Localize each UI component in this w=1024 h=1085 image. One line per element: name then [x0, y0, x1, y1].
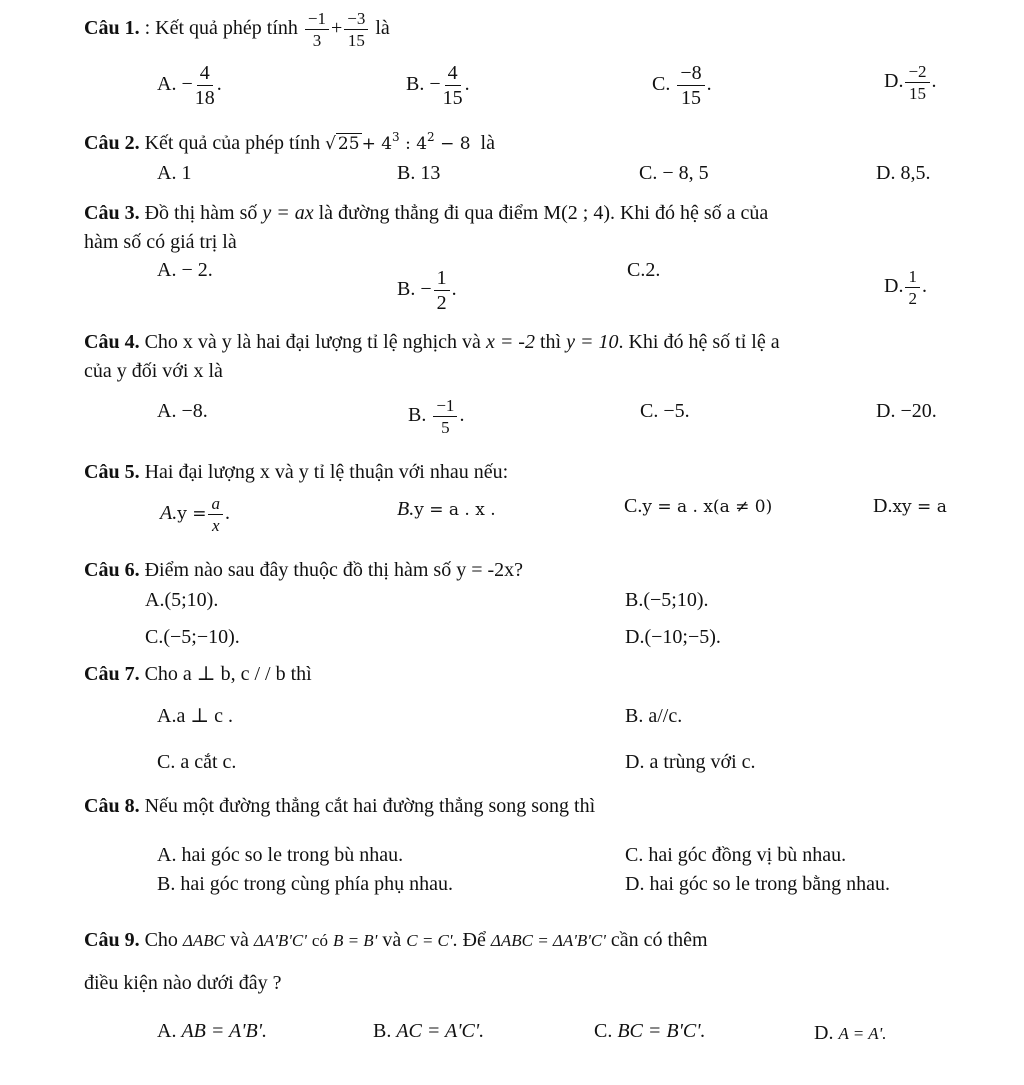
- q9-option-d: D. A = A'.: [814, 1022, 887, 1044]
- q4-option-c: C. −5.: [640, 400, 690, 422]
- q1-option-c: C. $\frac{-8}{15}$ .: [652, 62, 712, 109]
- q7-option-a: A.a ⊥ c .: [157, 705, 234, 727]
- q3-text-a: Đồ thị hàm số: [144, 202, 258, 224]
- q2-option-c: C. − 8, 5: [639, 162, 709, 184]
- q9-option-b: B. AC = A'C'.: [373, 1020, 485, 1042]
- q3-option-b: B. − $\frac{1}{2}$ .: [397, 267, 457, 314]
- q3-func: y = ax: [262, 202, 314, 224]
- q1-option-d: D. $\frac{-2}{15}$ .: [884, 62, 937, 103]
- q8-label: Câu 8.: [84, 795, 140, 817]
- q3-label: Câu 3.: [84, 202, 140, 224]
- q4-option-a: A. −8.: [157, 400, 208, 422]
- q7-option-b: B. a//c.: [625, 705, 683, 727]
- q9-tri1: ΔABC: [182, 931, 226, 950]
- q6-text: Điểm nào sau đây thuộc đồ thị hàm số y = -2x?: [144, 559, 524, 581]
- q9-have: có: [311, 931, 328, 950]
- question-2: [84, 131, 495, 153]
- question-4: [84, 332, 780, 352]
- q7-label: Câu 7.: [84, 663, 140, 685]
- q2-option-a: A. 1: [157, 162, 192, 184]
- q6-label: Câu 6.: [84, 559, 140, 581]
- question-9: [84, 930, 708, 950]
- q4-text-c: . Khi đó hệ số tỉ lệ a: [618, 331, 780, 353]
- q8-option-c: C. hai góc đồng vị bù nhau.: [625, 844, 847, 866]
- q7-option-c: C. a cắt c.: [157, 751, 237, 773]
- q3-option-a: A. − 2.: [157, 259, 213, 281]
- q2-tail: là: [480, 132, 495, 154]
- q9-eq3: ΔABC = ΔA'B'C': [490, 931, 606, 950]
- q2-label: Câu 2.: [84, 132, 140, 154]
- q8-option-a: A. hai góc so le trong bù nhau.: [157, 844, 404, 866]
- q5-option-a: A.y = $\frac{a}{x}$ .: [160, 494, 230, 535]
- q6-option-a: A.(5;10).: [145, 589, 219, 611]
- q6-option-c: C.(−5;−10).: [145, 626, 240, 648]
- q2-text: Kết quả của phép tính: [144, 132, 321, 154]
- q2-option-d: D. 8,5.: [876, 162, 931, 184]
- q2-option-b: B. 13: [397, 162, 441, 184]
- q9-and2: và: [382, 929, 402, 951]
- q5-label: Câu 5.: [84, 461, 140, 483]
- q9-text-b: . Để: [452, 929, 486, 951]
- q9-option-c: C. BC = B'C'.: [594, 1020, 706, 1042]
- q5-option-d: D.xy = a: [873, 495, 947, 517]
- question-8: [84, 796, 595, 816]
- q9-eq1: B = B': [332, 931, 378, 950]
- question-6: [84, 560, 523, 580]
- q1-label: Câu 1.: [84, 17, 140, 40]
- q7-text: Cho a ⊥ b, c / / b thì: [144, 663, 312, 685]
- q6-option-d: D.(−10;−5).: [625, 626, 721, 648]
- q3-line2: hàm số có giá trị là: [84, 231, 237, 253]
- q4-label: Câu 4.: [84, 331, 140, 353]
- q1-text: : Kết quả phép tính: [139, 17, 298, 40]
- q9-text-c: cần có thêm: [610, 929, 708, 951]
- question-5: [84, 462, 508, 482]
- q1-option-b: B. − $\frac{4}{15}$ .: [406, 62, 470, 109]
- q9-eq2: C = C': [406, 931, 453, 950]
- question-7: [84, 664, 312, 684]
- q9-line2: điều kiện nào dưới đây ?: [84, 972, 282, 994]
- q8-option-d: D. hai góc so le trong bằng nhau.: [625, 873, 890, 895]
- q6-option-b: B.(−5;10).: [625, 589, 709, 611]
- q4-line2: của y đối với x là: [84, 360, 223, 382]
- q3-option-d: D. $\frac{1}{2}$ .: [884, 267, 927, 308]
- q4-option-d: D. −20.: [876, 400, 937, 422]
- q4-option-b: B. $\frac{-1}{5}$ .: [408, 396, 465, 437]
- question-3: [84, 203, 768, 223]
- q8-text: Nếu một đường thẳng cắt hai đường thẳng song song thì: [144, 795, 596, 817]
- q9-label: Câu 9.: [84, 929, 140, 951]
- q4-cond1: x = -2: [485, 331, 535, 353]
- q9-tri2: ΔA'B'C': [253, 931, 307, 950]
- q5-option-c: C.y = a . x(a ≠ 0): [624, 495, 773, 517]
- q1-option-a: A. − $\frac{4}{18}$ .: [157, 62, 222, 109]
- q3-text-b: là đường thẳng đi qua điểm M(2 ; 4). Khi đó hệ số a của: [318, 202, 769, 224]
- q5-text: Hai đại lượng x và y tỉ lệ thuận với nhau nếu:: [144, 461, 509, 483]
- q4-cond2: y = 10: [566, 331, 619, 353]
- q1-frac2: $\frac{-3}{15}$: [344, 10, 368, 49]
- q3-option-c: C.2.: [627, 259, 661, 281]
- q1-op: +: [330, 17, 343, 40]
- q9-and1: và: [230, 929, 249, 951]
- q2-expression: √ $25 + 4^3$ : $4^2 - 8$: [325, 130, 471, 154]
- q9-text-a: Cho: [144, 929, 178, 951]
- q5-option-b: B.y = a . x .: [397, 498, 496, 520]
- q8-option-b: B. hai góc trong cùng phía phụ nhau.: [157, 873, 454, 895]
- q4-text-a: Cho x và y là hai đại lượng tỉ lệ nghịch và: [144, 331, 481, 353]
- q9-option-a: A. AB = A'B'.: [157, 1020, 268, 1042]
- q1-frac1: $\frac{-1}{3}$: [305, 10, 329, 49]
- question-1: [84, 10, 390, 49]
- q1-tail: là: [375, 17, 390, 40]
- q7-option-d: D. a trùng với c.: [625, 751, 756, 773]
- q4-text-b: thì: [539, 331, 562, 353]
